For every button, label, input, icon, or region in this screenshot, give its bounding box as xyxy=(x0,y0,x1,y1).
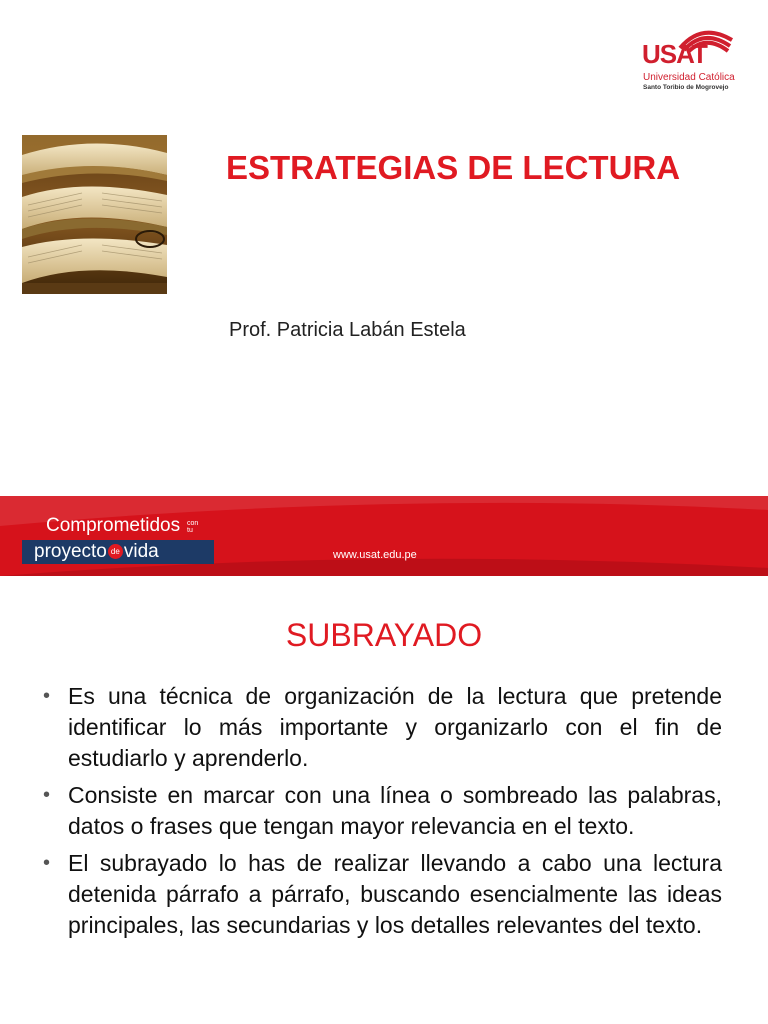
bullet-text: Es una técnica de organización de la lectura que pretende identificar lo más importante y organizarlo con el fin de estudiarlo y aprenderlo. xyxy=(68,683,722,771)
tagline-proyecto: proyecto xyxy=(34,541,107,562)
tagline-de-badge: de xyxy=(108,544,123,559)
section-title: SUBRAYADO xyxy=(285,617,483,653)
bullet-text: Consiste en marcar con una línea o sombreado las palabras, datos o frases que tengan mayor relevancia en el texto. xyxy=(68,782,722,839)
tagline-vida: vida xyxy=(123,541,159,562)
bullet-item xyxy=(28,681,722,774)
tagline-small-con: con xyxy=(187,520,199,527)
tagline-small xyxy=(187,520,198,534)
bullet-item xyxy=(28,780,722,842)
tagline-project xyxy=(34,540,159,564)
usat-logo xyxy=(640,18,744,98)
logo-university-name: Universidad Católica xyxy=(643,72,735,83)
bullet-text: El subrayado lo has de realizar llevando a cabo una lectura detenida párrafo a párrafo, buscando esencialmente las ideas principales, las secundarias y los detalles relevantes del texto. xyxy=(68,850,722,938)
open-books-image xyxy=(22,135,167,294)
bullet-dot-icon: • xyxy=(43,852,51,874)
tagline-small-tu: tu xyxy=(187,527,193,534)
logo-university-subname: Santo Toribio de Mogrovejo xyxy=(643,84,729,91)
bullet-dot-icon: • xyxy=(43,784,51,806)
footer-band xyxy=(0,496,768,576)
tagline-main: Comprometidos xyxy=(46,515,181,536)
website-url[interactable]: www.usat.edu.pe xyxy=(333,549,417,561)
bullet-item xyxy=(28,848,722,941)
author-name: Prof. Patricia Labán Estela xyxy=(229,319,466,341)
bullet-list xyxy=(28,681,722,947)
bullet-dot-icon: • xyxy=(43,685,51,707)
logo-wordmark: USAT xyxy=(642,39,707,69)
presentation-title: ESTRATEGIAS DE LECTURA xyxy=(226,149,681,186)
content-slide xyxy=(0,576,768,1024)
